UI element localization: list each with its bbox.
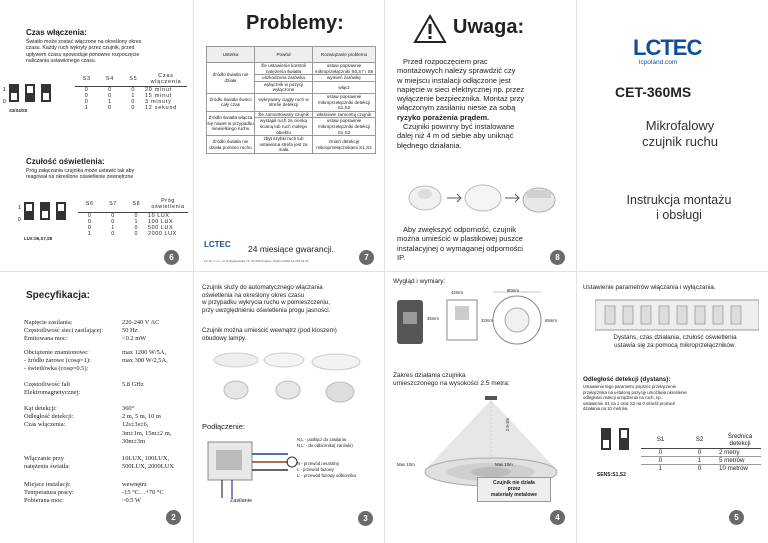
table-row: Źródło światła nie działa źle ustawienie kontroli natężenia światła ustaw poprawnie mikroprzełączniki S6,S7 i S8: [207, 63, 376, 75]
lctec-logo-small: LCTEC: [204, 240, 231, 249]
distance-table: S1 S2 Średnica detekcji 0 0 2 metry 0 1 5 metrów 1 0 10 metrów: [641, 432, 761, 472]
lctec-logo: LCTEC lcpoland.com: [633, 35, 702, 66]
dip-switch-block: [595, 298, 759, 332]
table-row: 0 0 0 10 LUX: [87, 212, 170, 219]
lux-description: Próg załączania czujnika może ustawić tak aby reagował na określone oświetlenie zewnętrzne: [26, 168, 135, 181]
svg-text:1: 1: [18, 205, 21, 211]
table-row: 0 0 1 100 LUX: [87, 218, 174, 225]
lux-table: S6 S7 S8 Próg oświetlenia 0 0 0 10 LUX 0 0 1 100 LUX 0 1 0 500 LUX 1 0 0 2000 LUX: [78, 196, 188, 237]
table-row: 1 0 0 12 sekund: [84, 104, 178, 111]
product-subtitle: Mikrofalowy czujnik ruchu: [642, 118, 718, 149]
table-row: 0 1 5 metrów: [641, 456, 761, 464]
spec-row: Włączanie przy natężeniu światła: 10LUX, 100LUX, 500LUX, 2000LUX: [24, 455, 174, 471]
warning-icon: [413, 14, 447, 49]
warning-text: Przed rozpoczęciem prac montażowych należy sprawdzić czy w miejscu instalacji odłączone jest napięcie w sieci elektrycznej np. przez wyłączenie bezpiecznika. Montaż przy włączonym zasilaniu niesie za sobą ryzyko porażenia prądem. Czujniki powinny być instalowane dalej niż 4 m od siebie aby uniknąć błędnego działania.: [397, 57, 525, 150]
table-row: wyłącznik w pozycji wyłączone włącz: [207, 81, 376, 93]
mount-text: Czujnik można umieścić wewnątrz (pod kloszem) obudowy lampy.: [202, 327, 337, 342]
switch-label-lux: LUX:S6,S7,S8: [24, 236, 53, 241]
range-title: Zakres działania czujnika umieszczonego na wysokości 2.5 metra:: [393, 372, 510, 387]
spec-title: Specyfikacja:: [26, 290, 90, 301]
table-row: Źródło światła nie działa pomimo ruchu zbyt szybki ruch lub ustawiona strefa jest za mała zmień detekcję mikroprzełącznikami S1,S2: [207, 136, 376, 154]
table-row: 0 1 0 3 minuty: [84, 98, 172, 105]
mount-height: 2.5-3m: [505, 417, 511, 432]
company-address: LC Sp z o.o., ul. Dziegielowska 79, 31-558 Kraków, Telefon 0048 12 378 42 20: [204, 259, 309, 263]
table-row: uszkodzona żarówka wymień żarówkę: [207, 75, 376, 82]
table-row: Źródło światła świeci cały czas wykrywany ciągły ruch w strefie detekcji ustaw poprawnie mikroprzełączniki detekcji S1,S2: [207, 93, 376, 111]
dim-label: 35mm: [427, 316, 439, 321]
table-row: wystąpił ruch za cienką ścianą lub ruch małego obiektu ustaw poprawnie mikroprzełączniki detekcji S1,S2: [207, 118, 376, 136]
manual-title: Instrukcja montażu i obsługi: [626, 193, 732, 222]
page-number-2: 2: [166, 510, 181, 525]
distance-description: Ustawienie tego parametru poprzez przełączenie przełącznika na ustaloną pozycję umożliwia określenie odległości reakcji urządzenia na ruch, np.: ustawienie S1 na 1 oraz S2 na 0 określi promień działania na 10 metrów.: [583, 384, 687, 412]
sensor-photos: [407, 176, 557, 216]
wiring-legend: N - przewód neutralny L - przewód fazowy L' - przewód fazowy odbiornika: [297, 461, 356, 478]
metal-warning: Czujnik nie działa przez materiały metalowe: [477, 477, 551, 502]
switch-label-time: S3/S4/S5: [9, 108, 28, 113]
dim-label: 32mm: [481, 318, 493, 323]
table-row: Źródło światła włącza się nawet w przypadku niewielkiego ruchu źle zamontowany czujnik właściwie zamontuj czujnik: [207, 111, 376, 118]
page-2-panel: [0, 272, 193, 543]
distance-title: Odległość detekcji (dystans):: [583, 376, 671, 383]
page-number-5: 5: [729, 510, 744, 525]
table-row: 1 0 0 2000 LUX: [87, 230, 177, 237]
page-number-7: 7: [359, 250, 374, 265]
table-row: 1 0 10 metrów: [658, 464, 748, 472]
spec-row: Obciążenie znamionowe: - źródło żarowe (cosφ=1): - świetlówka (cosφ=0.5): max 1200 W/5A, max 300 W/2,5A,: [24, 349, 168, 373]
lux-title: Czułość oświetlenia:: [26, 157, 105, 166]
warranty-text: 24 miesiące gwarancji.: [248, 244, 334, 254]
table-row: 0 0 2 metry: [641, 448, 761, 456]
dims-title: Wygląd i wymiary:: [393, 278, 446, 285]
svg-text:0: 0: [18, 217, 21, 223]
time-table: S3 S4 S5 Czas włączenia 0 0 0 20 minut 0 0 1 15 minut 0 1 0 3 minuty 1 0 0 12 sekund: [75, 72, 187, 111]
page-number-4: 4: [550, 510, 565, 525]
dim-label: 80mm: [507, 288, 519, 293]
max-range-left: Max 10m: [397, 462, 415, 467]
cover-panel: [577, 0, 768, 271]
page-5-panel: [577, 272, 768, 543]
time-title: Czas włączenia:: [26, 28, 87, 37]
power-label: Zasilanie: [230, 498, 253, 504]
wiring-title: Podłączenie:: [202, 422, 245, 431]
max-range-right: Max 10m: [495, 462, 513, 467]
intro-text: Czujnik służy do automatycznego włączania oświetlenia na określony okres czasu w przypadku wykrycia ruchu w pomieszczeniu, przy uwzględnieniu oświetlenia progu jasności.: [202, 284, 331, 314]
spec-row: Napięcie zasilania: Częstotliwość sieci zasilającej: Emitowana moc: 220-240 V AC 50 Hz <0.2 mW: [24, 319, 160, 343]
lamp-photos: [206, 346, 376, 408]
dimension-drawing: [391, 288, 573, 358]
sens-switch-image: [595, 422, 641, 480]
spec-row: Częstotliwość fali Elektromagnetycznej: 5.8 GHz: [24, 381, 144, 397]
page-6-panel: [0, 0, 193, 271]
problems-table: Usterka Powód Rozwiązanie problemu Źródło światła nie działa źle ustawienie kontroli natężenia światła ustaw poprawnie mikroprzełączniki S6,S7 i S8 uszkodzona żarówka wymień żarówkę wyłącznik w pozycji wyłączone włącz Źródło światła świeci cały czas wykrywany ciągły ruch w strefie detekcji ustaw poprawnie mikroprzełączniki detekcji S1,S2 Źródło światła włącza się nawet w przypadku niewielkiego ruchu źle zamontowany czujnik właściwie zamontuj czujnik wystąpił ruch za cienką ścianą lub ruch małego obiektu ustaw poprawnie mikroprzełączniki detekcji S1,S2 Źródło światła nie działa pomimo ruchu zbyt szybki ruch lub ustawiona strefa jest za mała zmień detekcję mikroprzełącznikami S1,S2: [206, 46, 376, 154]
spec-row: Miejsce instalacji: Temperatura pracy: Pobierana moc: wewnętrz -15 °C…+70 °C ~0.5 W: [24, 481, 164, 505]
page-number-8: 8: [550, 250, 565, 265]
params-description: Dystans, czas działania, czułość oświetlenia ustawia się za pomocą mikroprzełączników.: [613, 334, 737, 349]
model-name: CET-360MS: [615, 84, 692, 100]
dim-label: 42mm: [451, 290, 463, 295]
svg-text:1: 1: [3, 87, 6, 93]
warning-title: Uwaga:: [453, 16, 525, 38]
svg-text:0: 0: [3, 99, 6, 105]
problems-title: Problemy:: [246, 12, 344, 34]
spec-list: [24, 319, 193, 511]
page-number-6: 6: [164, 250, 179, 265]
dim-label: 65mm: [545, 318, 557, 323]
sens-label: SENS:S1,S2: [597, 472, 626, 478]
table-row: 0 1 0 500 LUX: [87, 224, 174, 231]
page-3-panel: [194, 272, 384, 543]
page-8-panel: [385, 0, 576, 271]
table-row: 0 0 1 15 minut: [84, 92, 173, 99]
dip-switch-image-time: [3, 82, 73, 126]
page-number-3: 3: [358, 511, 373, 526]
table-row: 0 0 0 20 minut: [84, 86, 173, 93]
time-description: Światło może zostać włączone na określony okres czasu. Każdy ruch wykryty przez czujnik, przed upływem czasu spowoduje ponowne rozpoczęcie naliczania ustawionego czasu.: [26, 39, 142, 64]
ip-note: Aby zwiększyć odporność, czujnik można umieścić w plastikowej puszce instalacyjnej o wymaganej odporności IP.: [397, 225, 523, 262]
dip-switch-image-lux: [18, 200, 78, 246]
page-4-panel: [385, 272, 576, 543]
params-title: Ustawienie parametrów włączania i wyłączania.: [583, 284, 716, 291]
spec-row: Kąt detekcji: Odległość detekcji: Czas włączenia: 360° 2 m, 5 m, 10 m 12s±3s±6, 3m±1m, 15m±2 m, 30m±3m: [24, 405, 172, 445]
wiring-connect-notes: N,L - podłącz do zasilania N,L' - do odbiornika( żarówki): [297, 437, 353, 448]
page-7-panel: [194, 0, 384, 271]
